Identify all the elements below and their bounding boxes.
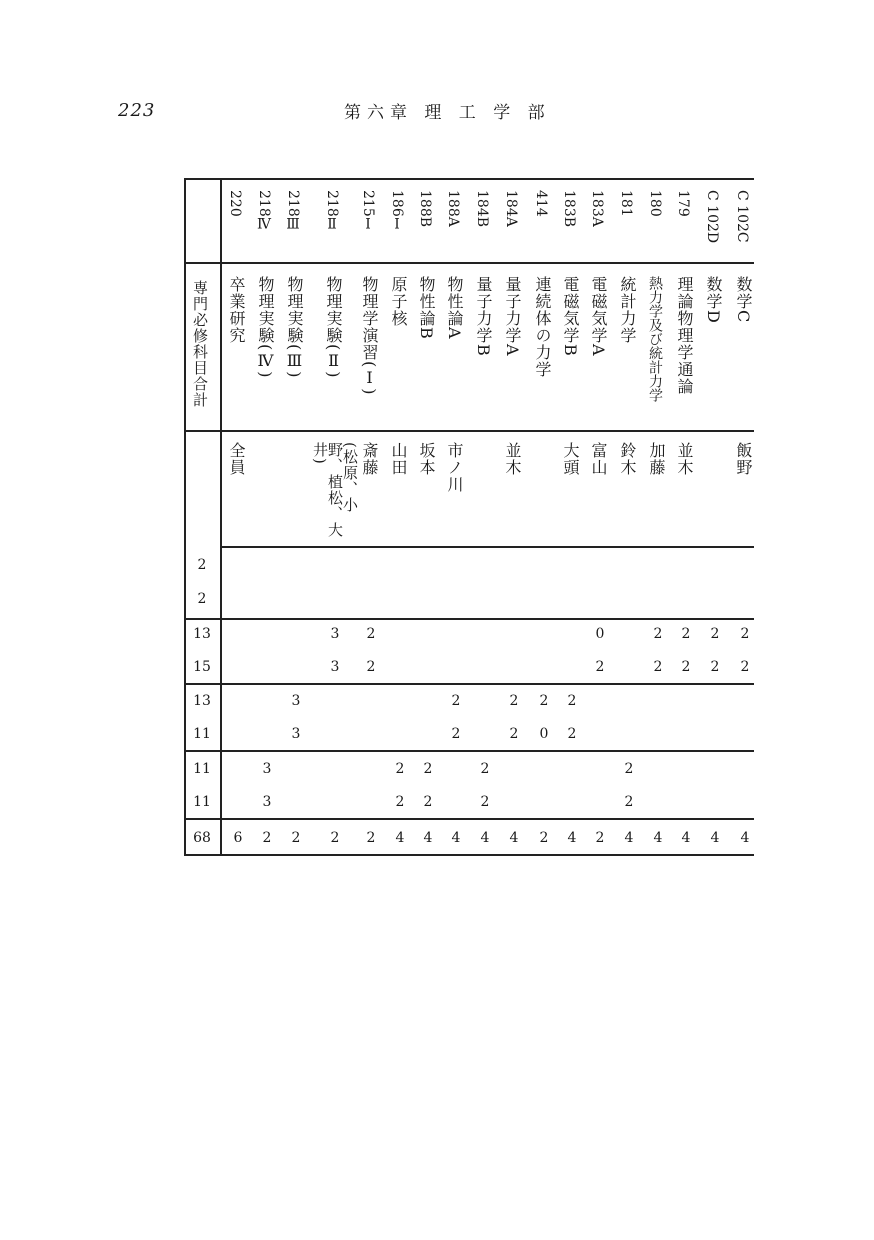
credit-value: 2 [262,830,272,846]
credit-value: 2 [509,693,519,709]
credit-value: 2 [539,830,549,846]
course-code: 188A [445,190,461,227]
teacher-name: 山田 [389,442,408,476]
credit-value: 2 [653,626,663,642]
course-name: 電磁気学A [589,276,608,357]
credit-value: 2 [330,830,340,846]
course-name: 連続体の力学 [533,276,552,378]
course-code: C 102D [704,190,720,244]
page-number: 223 [118,100,156,121]
course-name: 数学D [704,276,723,324]
course-code: 184B [474,190,490,228]
credit-value: 2 [480,761,490,777]
course-code: 220 [227,190,243,217]
row-total: 11 [193,794,211,810]
course-code: 215Ⅰ [360,190,376,233]
credit-value: 2 [423,761,433,777]
credit-value: 4 [509,830,519,846]
course-name: 卒業研究 [227,276,246,344]
credit-value: 3 [291,693,301,709]
curriculum-table [184,178,754,856]
rule-after-names [184,430,754,432]
course-name: 物理実験(Ⅲ) [285,276,304,379]
course-name: 物理実験(Ⅳ) [256,276,275,379]
course-code: 183B [561,190,577,228]
course-code: 186Ⅰ [389,190,405,233]
credit-value: 2 [740,659,750,675]
course-name: 熱力学及び統計力学 [647,276,663,402]
course-name: 原子核 [389,276,408,327]
credit-value: 2 [681,659,691,675]
credit-value: 2 [451,693,461,709]
teacher-name: 坂本 [417,442,436,476]
credit-value: 2 [366,626,376,642]
required-subjects-total-label: 専門必修科目合計 [191,280,209,408]
teacher-name: (松原、小野、植松、大井) [311,442,359,538]
credit-value: 2 [681,626,691,642]
rule-group-4 [184,818,754,820]
course-name: 電磁気学B [561,276,580,357]
course-code: 184A [503,190,519,227]
credit-value: 3 [330,659,340,675]
course-code: 181 [618,190,634,217]
row-total: 13 [193,626,211,642]
teacher-name: 並木 [503,442,522,476]
rule-top [184,178,754,180]
credit-value: 2 [395,794,405,810]
row-total: 2 [197,557,207,573]
credit-value: 3 [262,794,272,810]
course-code: 179 [675,190,691,217]
credit-value: 3 [291,726,301,742]
credit-value: 2 [624,761,634,777]
row-total: 15 [193,659,211,675]
teacher-name: 並木 [675,442,694,476]
row-total: 11 [193,726,211,742]
credit-value: 2 [395,761,405,777]
credit-value: 2 [710,626,720,642]
course-code: 218Ⅲ [285,190,301,233]
credit-value: 2 [710,659,720,675]
credit-value: 2 [567,693,577,709]
credit-value: 4 [480,830,490,846]
course-code: 414 [533,190,549,217]
rule-group-3 [184,750,754,752]
row-total: 2 [197,591,207,607]
course-name: 統計力学 [618,276,637,344]
credit-value: 2 [366,830,376,846]
teacher-name: 斎藤 [360,442,379,476]
row-total: 11 [193,761,211,777]
course-code: 180 [647,190,663,217]
chapter-header: 第六章 理 工 学 部 [344,103,551,123]
teacher-name: 飯野 [734,442,753,476]
credit-value: 2 [567,726,577,742]
credit-value: 4 [653,830,663,846]
credit-value: 2 [539,693,549,709]
course-code: 188B [417,190,433,228]
credit-value: 3 [330,626,340,642]
credit-value: 4 [395,830,405,846]
credit-value: 2 [624,794,634,810]
rule-after-codes [184,262,754,264]
course-name: 数学C [734,276,753,324]
credit-value: 2 [480,794,490,810]
rule-label-col [220,178,222,856]
rule-left [184,178,186,856]
credit-value: 2 [595,659,605,675]
credit-value: 3 [262,761,272,777]
credit-value: 2 [366,659,376,675]
course-code: 218Ⅱ [324,190,340,233]
credit-value: 2 [423,794,433,810]
credit-value: 2 [451,726,461,742]
rule-bottom [184,854,754,856]
course-name: 理論物理学通論 [675,276,694,395]
course-code: C 102C [734,190,750,243]
course-name: 量子力学B [474,276,493,357]
teacher-name: 全員 [227,442,246,476]
credit-value: 2 [740,626,750,642]
teacher-name: 大頭 [561,442,580,476]
course-name: 物性論A [445,276,464,340]
credit-value: 4 [740,830,750,846]
teacher-name: 富山 [589,442,608,476]
credit-value: 2 [653,659,663,675]
course-code: 183A [589,190,605,227]
credit-value: 4 [567,830,577,846]
credit-value: 0 [595,626,605,642]
credit-value: 2 [291,830,301,846]
rule-group-2 [184,683,754,685]
course-name: 物理実験(Ⅱ) [324,276,343,379]
rule-after-teachers [220,546,754,548]
rule-group-1 [184,618,754,620]
course-name: 物理学演習(Ⅰ) [360,276,379,396]
credit-value: 6 [233,830,243,846]
row-total: 13 [193,693,211,709]
course-name: 物性論B [417,276,436,340]
credit-value: 0 [539,726,549,742]
credit-value: 4 [624,830,634,846]
credit-value: 2 [595,830,605,846]
teacher-name: 鈴木 [618,442,637,476]
credit-value: 2 [509,726,519,742]
row-total: 68 [193,830,211,846]
teacher-name: 市ノ川 [445,442,464,493]
credit-value: 4 [710,830,720,846]
course-name: 量子力学A [503,276,522,357]
credit-value: 4 [451,830,461,846]
credit-value: 4 [423,830,433,846]
course-code: 218Ⅳ [256,190,272,233]
credit-value: 4 [681,830,691,846]
teacher-name: 加藤 [647,442,666,476]
